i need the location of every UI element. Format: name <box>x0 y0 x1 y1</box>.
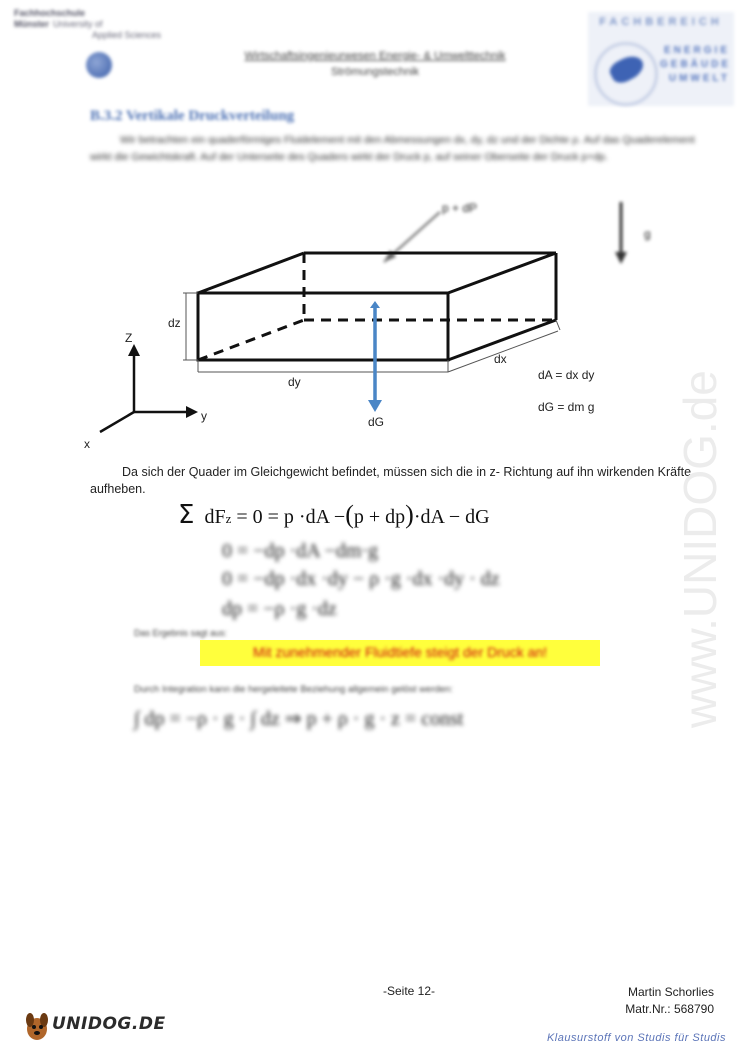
course-title: Wirtschaftsingenieurwesen Energie- & Umwelttechnik <box>244 50 506 62</box>
coordinate-axes <box>100 344 198 432</box>
sigma-symbol: Σ <box>178 500 195 530</box>
result-text: Mit zunehmender Fluidtiefe steigt der Druck an! <box>252 644 548 660</box>
cuboid-edge <box>448 253 556 293</box>
pressure-top-label: p + dP <box>442 201 478 215</box>
integration-equation: ∫ dp = −ρ · g · ∫ dz ⇒ p + ρ · g · z = const <box>134 708 464 730</box>
label-dx: dx <box>494 352 507 366</box>
watermark-text: www.UNIDOG.de <box>674 370 726 728</box>
tagline: Klausurstoff von Studis für Studis <box>546 1032 726 1044</box>
section-title: B.3.2 Vertikale Druckverteilung <box>90 108 295 124</box>
label-dG: dG <box>368 415 385 429</box>
weight-arrow <box>368 301 382 412</box>
result-lead: Das Ergebnis sagt aus: <box>134 628 228 638</box>
cuboid-edge <box>198 253 304 293</box>
gravity-label: g <box>644 227 651 241</box>
axis-x-label: x <box>84 437 90 451</box>
page-number: -Seite 12- <box>383 984 436 998</box>
equation-line-3: 0 = −dp ·dx ·dy − ρ ·g ·dx ·dy · dz <box>222 568 500 590</box>
watermark <box>660 280 740 740</box>
equilibrium-paragraph: Da sich der Quader im Gleichgewicht befindet, müssen sich die in z- Richtung auf ihn wirkenden Kräfte aufheben. <box>90 465 692 496</box>
integration-lead: Durch Integration kann die hergeleitete Beziehung allgemein gelöst werden: <box>134 684 453 695</box>
author-info <box>590 984 714 1018</box>
equation-force-balance: Σ dFz = 0 = p ·dA −(p + dp)·dA − dG <box>178 500 490 530</box>
cuboid-front-face <box>198 293 448 360</box>
equation-line-4: dp = −ρ ·g ·dz <box>222 598 337 620</box>
formula-dG: dG = dm g <box>538 400 595 414</box>
label-dz: dz <box>168 316 181 330</box>
unidog-logo: UNIDOG.DE <box>52 1014 166 1034</box>
course-subject: Strömungstechnik <box>330 66 420 78</box>
equation-line-2: 0 = −dp ·dA −dm·g <box>222 540 379 562</box>
formula-dA: dA = dx dy <box>538 368 595 382</box>
fluid-element-diagram <box>0 190 750 460</box>
cuboid-hidden-edge <box>198 320 304 360</box>
label-dy: dy <box>288 375 301 389</box>
unidog-dog-icon <box>24 1012 50 1042</box>
matriculation-number: Matr.Nr.: 568790 <box>625 1002 714 1016</box>
gravity-arrow <box>615 202 651 264</box>
axis-y-label: y <box>201 409 207 423</box>
intro-paragraph: Wir betrachten ein quaderförmiges Fluidelement mit den Abmessungen dx, dy, dz und der Dichte ρ. Auf das Quaderelement wirkt die Gewichtskraft. Auf der Unterseite des Quaders wirkt der Druck p, auf seiner Oberseite der Druck p+dp. <box>90 134 695 163</box>
faculty-logo-title: FACHBEREICH <box>599 16 723 28</box>
author-name: Martin Schorlies <box>627 985 714 999</box>
faculty-logo-words: ENERGIE GEBÄUDE UMWELT <box>660 45 732 84</box>
axis-z-label: Z <box>125 331 133 345</box>
university-name: Fachhochschule Münster University of Applied Sciences <box>14 8 162 40</box>
